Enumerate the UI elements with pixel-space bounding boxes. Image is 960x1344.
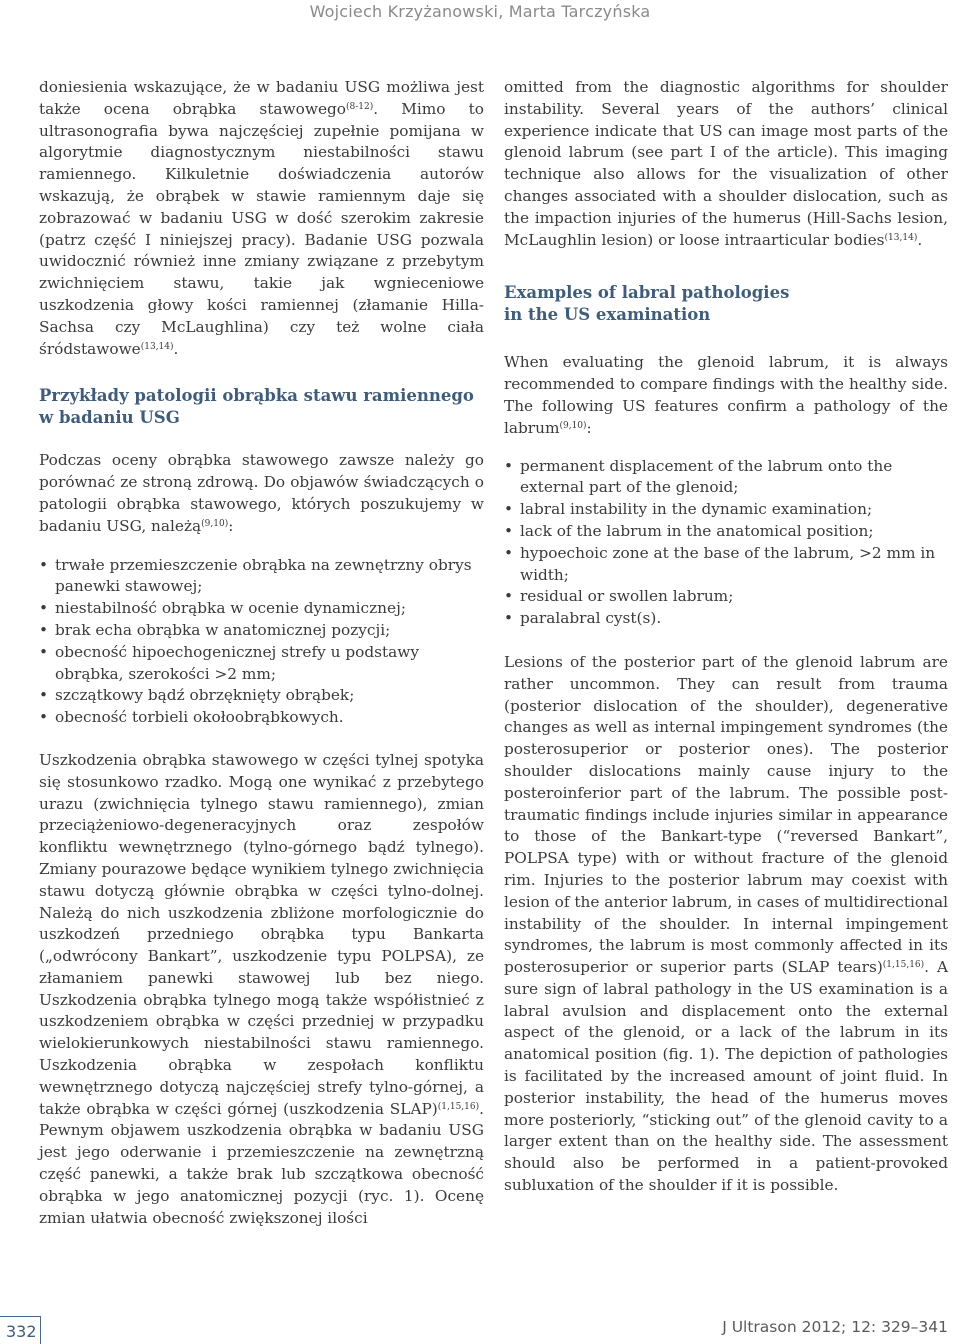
text: omitted from the diagnostic algorithms for shoulder instability. Several years of the authors’ clinical experience indicate that US can image most parts of the glenoid labrum (see part I of the article). This imaging technique also allows for the visualization of other changes associated with a shoulder dislocation, such as the impaction injuries of the humerus (Hill-Sachs lesion, McLaughlin lesion) or loose intraarticular bodies — [504, 78, 948, 249]
heading-line: Przykłady patologii obrąbka stawu ramiennego — [39, 386, 474, 406]
citation: (1,15,16) — [437, 1101, 480, 1112]
text: . — [917, 230, 923, 249]
text: Uszkodzenia obrąbka stawowego w części tylnej spotyka się stosunkowo rzadko. Mogą one wynikać z przebytego urazu (zwichnięcia tylnego stawu ramiennego), zmian przeciążeniowo-degeneracyjnych oraz zespołów konfliktu wewnętrznego (tylno-górnego bądź tylnego). Zmiany pourazowe będące wynikiem tylnego zwichnięcia stawu dotyczą głównie obrąbka w części tylno-dolnej. Należą do nich uszkodzenia zbliżone morfologicznie do uszkodzeń przedniego obrąbka typu Bankarta („odwrócony Bankart”, uszkodzenie typu POLPSA), ze złamaniem panewki stawowej lub bez niego. Uszkodzenia obrąbka tylnego mogą także współistnieć z uszkodzeniem obrąbka w części przedniej w przypadku wielokierunkowych niestabilności stawu ramiennego. Uszkodzenia obrąbka w zespołach konfliktu wewnętrznego dotyczą najczęściej strefy tylno-górnej, a także obrąbka w części górnej (uszkodzenia SLAP) — [39, 750, 484, 1118]
heading-line: w badaniu USG — [39, 408, 180, 428]
paragraph-features-en — [504, 352, 948, 439]
paragraph-features-pl — [39, 450, 484, 537]
citation: (13,14) — [140, 341, 174, 352]
list-item: • hypoechoic zone at the base of the labrum, >2 mm in width; — [504, 543, 948, 587]
text: : — [228, 516, 234, 535]
section-heading-pl — [39, 385, 484, 429]
list-item: • niestabilność obrąbka w ocenie dynamicznej; — [39, 598, 484, 620]
text: . Mimo to ultrasonografia bywa najczęściej zupełnie pomijana w algorytmie diagnostycznym niestabilności stawu ramiennego. Kilkuletnie doświadczenia autorów wskazują, że obrąbek w stawie ramiennym daje się zobrazować w badaniu USG w dość szerokim zakresie (patrz część I niniejszej pracy). Badanie USG pozwala uwidocznić również inne zmiany związane z przebytym zwichnięciem stawu, takie jak wgnieceniowe uszkodzenia głowy kości ramiennej (złamanie Hilla-Sachsa czy McLaughlina) czy też wolne ciała śródstawowe — [39, 99, 484, 358]
citation: (1,15,16) — [882, 960, 925, 971]
text: doniesienia wskazujące, że w badaniu USG możliwa jest także ocena obrąbka stawowego — [39, 78, 484, 118]
list-item: • szczątkowy bądź obrzęknięty obrąbek; — [39, 685, 484, 707]
text: . Pewnym objawem uszkodzenia obrąbka w badaniu USG jest jego oderwanie i przemieszczenie na zewnętrzną część panewki, a także brak lub szczątkowa obecność obrąbka w jego anatomicznej pozycji (ryc. 1). Ocenę zmian ułatwia obecność zwiększonej ilości — [39, 1099, 484, 1227]
citation: (9,10) — [201, 518, 229, 529]
list-item: • residual or swollen labrum; — [504, 586, 948, 608]
list-item: • brak echa obrąbka w anatomicznej pozycji; — [39, 620, 484, 642]
heading-line: in the US examination — [504, 305, 711, 325]
text: . — [173, 339, 179, 358]
text: Lesions of the posterior part of the glenoid labrum are rather uncommon. They can result from trauma (posterior dislocation of the shoulder), degenerative changes as well as internal impingement syndromes (the posterosuperior or posterior ones). The posterior shoulder dislocations mainly cause injury to the posteroinferior part of the labrum. The possible post-traumatic findings include injuries similar in appearance to those of the Bankart-type (“reversed Bankart”, POLPSA type) with or without fracture of the glenoid rim. Injuries to the posterior labrum may coexist with lesion of the anterior labrum, in cases of multidirectional instability of the shoulder. In internal impingement syndromes, the labrum is most commonly affected in its posterosuperior or superior parts (SLAP tears) — [504, 652, 948, 977]
journal-reference: J Ultrason 2012; 12: 329–341 — [722, 1318, 948, 1336]
bullet-list-pl — [39, 555, 484, 729]
column-english — [504, 77, 948, 1197]
paragraph-posterior-en — [504, 652, 948, 1197]
text: Podczas oceny obrąbka stawowego zawsze należy go porównać ze stroną zdrową. Do objawów świadczących o patologii obrąbka stawowego, których poszukujemy w badaniu USG, należą — [39, 451, 484, 535]
text: When evaluating the glenoid labrum, it is always recommended to compare findings with the healthy side. The following US features confirm a pathology of the labrum — [504, 353, 948, 437]
list-item: • permanent displacement of the labrum onto the external part of the glenoid; — [504, 456, 948, 500]
bullet-list-en — [504, 456, 948, 630]
list-item: • obecność torbieli okołoobrąbkowych. — [39, 707, 484, 729]
list-item: • obecność hipoechogenicznej strefy u podstawy obrąbka, szerokości >2 mm; — [39, 642, 484, 686]
page-number: 332 — [6, 1322, 37, 1341]
heading-line: Examples of labral pathologies — [504, 283, 790, 303]
citation: (13,14) — [884, 232, 918, 243]
paragraph-intro-en — [504, 77, 948, 251]
list-item: • paralabral cyst(s). — [504, 608, 948, 630]
list-item: • lack of the labrum in the anatomical position; — [504, 521, 948, 543]
column-polish — [39, 77, 484, 1229]
list-item: • labral instability in the dynamic examination; — [504, 499, 948, 521]
paragraph-intro-pl — [39, 77, 484, 360]
list-item: • trwałe przemieszczenie obrąbka na zewnętrzny obrys panewki stawowej; — [39, 555, 484, 599]
text: . A sure sign of labral pathology in the US examination is a labral avulsion and displacement onto the external aspect of the glenoid, or a lack of the labrum in its anatomical position (fig. 1). The depiction of pathologies is facilitated by the increased amount of joint fluid. In posterior instability, the head of the humerus moves more posteriorly, “sticking out” of the glenoid cavity to a larger extent than on the healthy side. The assessment should also be performed in a patient-provoked subluxation of the shoulder if it is possible. — [504, 958, 948, 1195]
paragraph-posterior-pl — [39, 750, 484, 1230]
section-heading-en — [504, 282, 948, 326]
running-header: Wojciech Krzyżanowski, Marta Tarczyńska — [309, 2, 651, 21]
citation: (8-12) — [346, 101, 374, 112]
citation: (9,10) — [559, 420, 587, 431]
text: : — [586, 418, 592, 437]
